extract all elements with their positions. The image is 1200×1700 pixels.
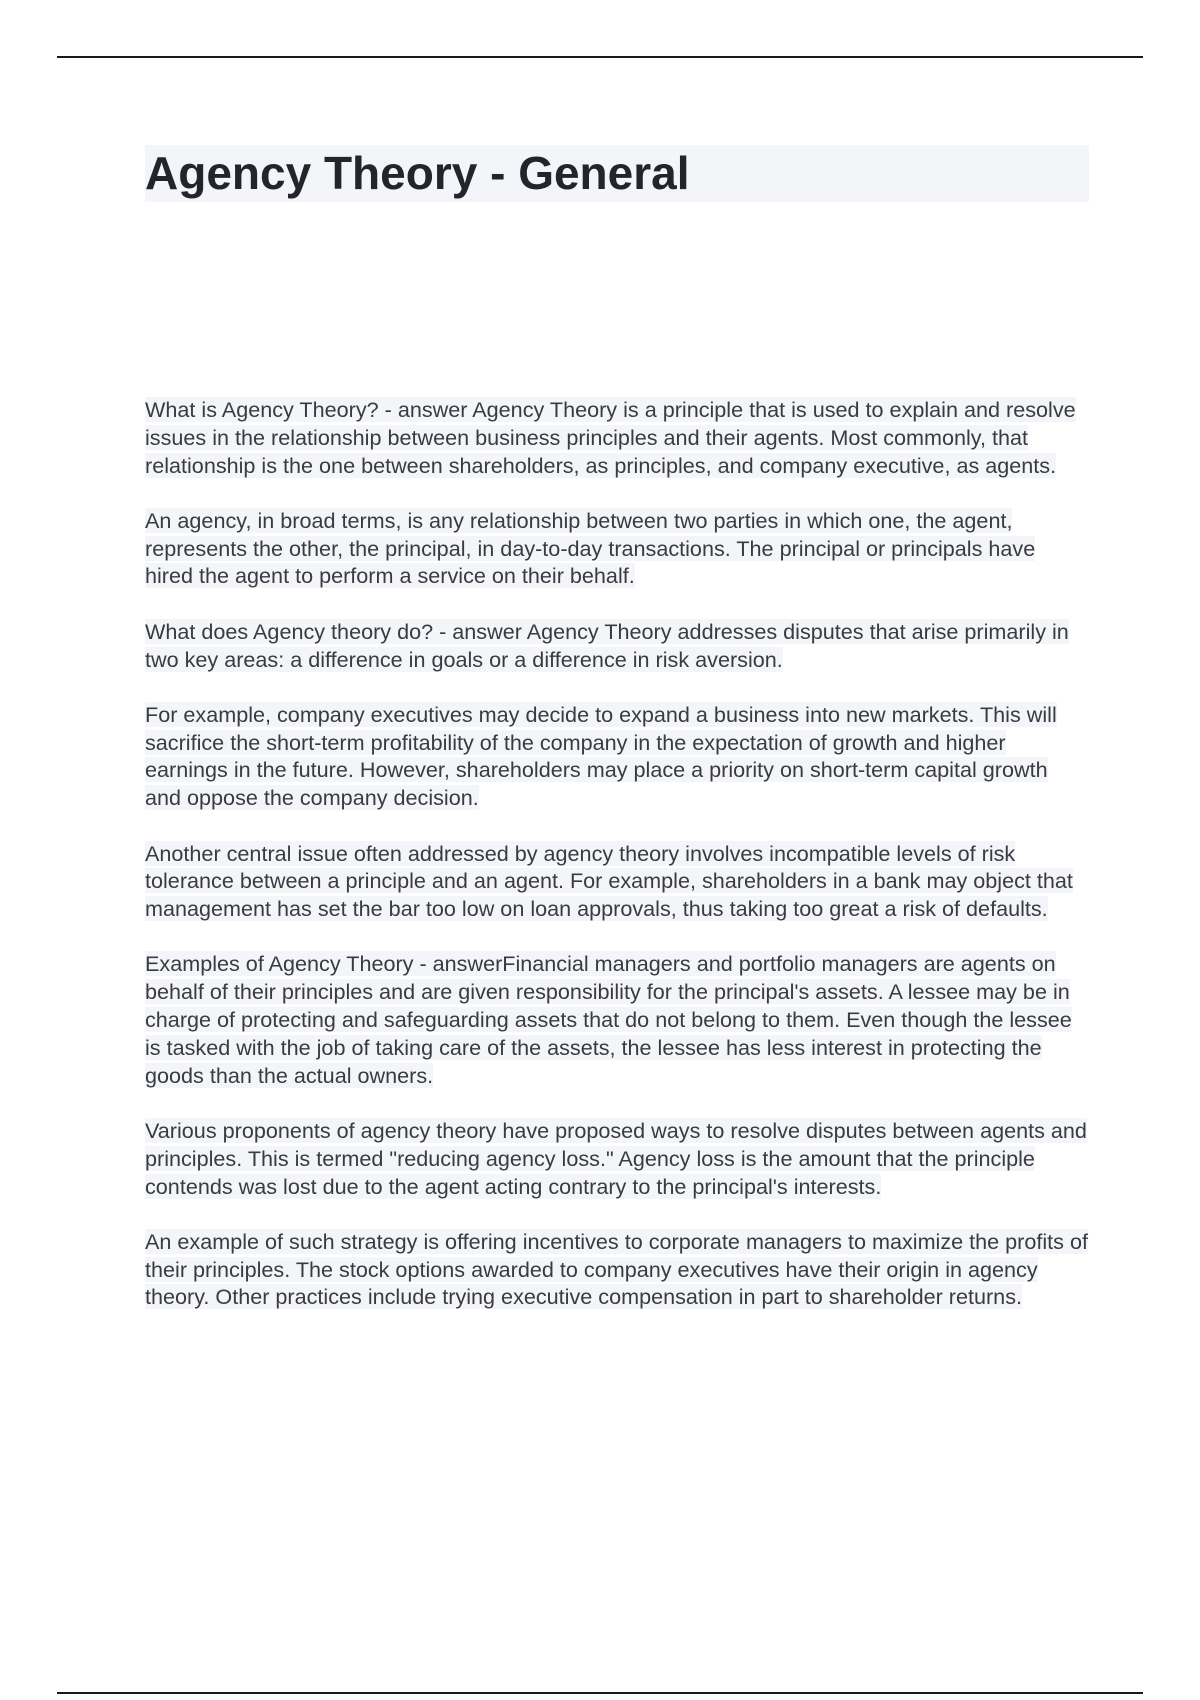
paragraph-text: An agency, in broad terms, is any relationship between two parties in which one, the agent, represents the other, the principal, in day-to-day transactions. The principal or principals have hired the agent to perform a service on their behalf.	[145, 507, 1036, 589]
paragraph	[145, 396, 1089, 479]
paragraph	[145, 1117, 1089, 1200]
paragraph	[145, 950, 1089, 1089]
header-rule	[57, 56, 1143, 58]
paragraph	[145, 618, 1089, 674]
paragraph-text: Another central issue often addressed by agency theory involves incompatible levels of risk tolerance between a principle and an agent. For example, shareholders in a bank may object that management has set the bar too low on loan approvals, thus taking too great a risk of defaults.	[145, 840, 1073, 922]
footer-rule	[57, 1692, 1143, 1694]
document-body	[145, 396, 1089, 1339]
paragraph-text: Examples of Agency Theory - answerFinancial managers and portfolio managers are agents on behalf of their principles and are given responsibility for the principal's assets. A lessee may be in charge of protecting and safeguarding assets that do not belong to them. Even though the lessee is tasked with the job of taking care of the assets, the lessee has less interest in protecting the goods than the actual owners.	[145, 951, 1072, 1088]
paragraph-text: Various proponents of agency theory have proposed ways to resolve disputes between agents and principles. This is termed "reducing agency loss." Agency loss is the amount that the principle contends was lost due to the agent acting contrary to the principal's interests.	[145, 1117, 1087, 1199]
paragraph	[145, 840, 1089, 923]
paragraph-text: For example, company executives may decide to expand a business into new markets. This will sacrifice the short-term profitability of the company in the expectation of growth and higher earnings in the future. However, shareholders may place a priority on short-term capital growth and oppose the company decision.	[145, 701, 1057, 811]
title-block	[145, 145, 1089, 202]
paragraph	[145, 1228, 1089, 1311]
paragraph-text: What does Agency theory do? - answer Agency Theory addresses disputes that arise primarily in two key areas: a difference in goals or a difference in risk aversion.	[145, 618, 1069, 672]
paragraph	[145, 701, 1089, 812]
page-title: Agency Theory - General	[145, 147, 690, 199]
paragraph	[145, 507, 1089, 590]
paragraph-text: An example of such strategy is offering incentives to corporate managers to maximize the profits of their principles. The stock options awarded to company executives have their origin in agency theory. Other practices include trying executive compensation in part to shareholder returns.	[145, 1228, 1088, 1310]
paragraph-text: What is Agency Theory? - answer Agency Theory is a principle that is used to explain and resolve issues in the relationship between business principles and their agents. Most commonly, that relationship is the one between shareholders, as principles, and company executive, as agents.	[145, 397, 1076, 478]
